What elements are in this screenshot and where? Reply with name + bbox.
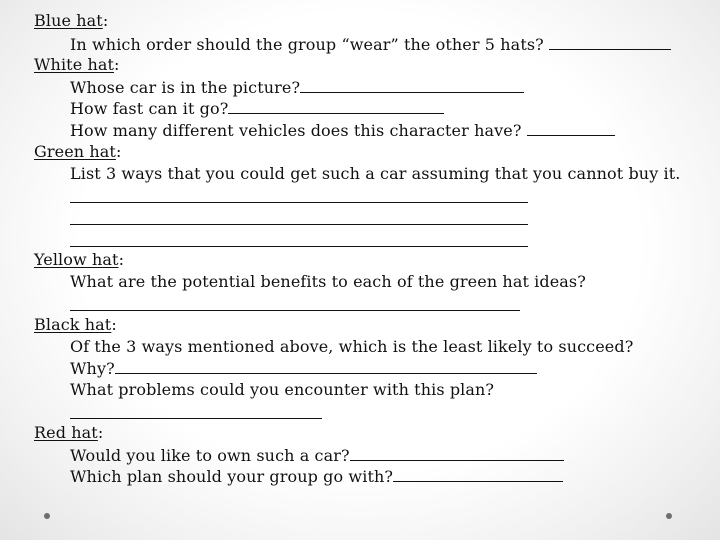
white-hat-answer-blank-2[interactable] (228, 98, 444, 114)
black-hat-heading (34, 315, 117, 335)
white-hat-question-2-text: How fast can it go? (70, 99, 229, 118)
red-hat-label: Red hat (34, 423, 98, 442)
white-hat-answer-blank-3[interactable] (527, 120, 615, 136)
white-hat-heading (34, 55, 120, 75)
black-hat-label: Black hat (34, 315, 112, 334)
black-hat-question-1-text: Of the 3 ways mentioned above, which is the least likely to succeed? (70, 337, 634, 356)
green-hat-question-1-text: List 3 ways that you could get such a car assuming that you cannot buy it. (70, 164, 681, 183)
green-hat-answer-line-3[interactable] (70, 246, 528, 247)
black-hat-colon: : (111, 315, 117, 334)
black-hat-answer-blank-1[interactable] (115, 358, 537, 374)
black-hat-question-2 (70, 358, 537, 379)
blue-hat-question-1-text: In which order should the group “wear” the other 5 hats? (70, 35, 544, 54)
decorative-dot-right (666, 513, 672, 519)
red-hat-heading (34, 423, 103, 443)
green-hat-answer-line-1[interactable] (70, 202, 528, 203)
black-hat-question-3-text: What problems could you encounter with this plan? (70, 380, 495, 399)
red-hat-answer-blank-1[interactable] (350, 445, 564, 461)
white-hat-question-3 (70, 120, 615, 141)
yellow-hat-colon: : (118, 250, 125, 269)
white-hat-question-1-text: Whose car is in the picture? (70, 78, 301, 97)
black-hat-question-1 (70, 337, 633, 357)
black-hat-question-2-text: Why? (70, 359, 115, 378)
blue-hat-question-1 (70, 34, 671, 55)
black-hat-answer-line-2[interactable] (70, 418, 322, 419)
yellow-hat-answer-line-1[interactable] (70, 310, 520, 311)
red-hat-question-1-text: Would you like to own such a car? (70, 446, 350, 465)
yellow-hat-heading (34, 250, 124, 270)
yellow-hat-label: Yellow hat (34, 250, 119, 269)
green-hat-heading (34, 142, 121, 162)
blue-hat-colon: : (102, 11, 109, 30)
white-hat-answer-blank-1[interactable] (300, 77, 524, 93)
red-hat-question-2 (70, 466, 563, 487)
red-hat-question-1 (70, 445, 564, 466)
green-hat-answer-line-2[interactable] (70, 224, 528, 225)
blue-hat-heading (34, 11, 108, 31)
white-hat-label: White hat (34, 55, 115, 74)
white-hat-question-3-text: How many different vehicles does this character have? (70, 121, 522, 140)
yellow-hat-question-1-text: What are the potential benefits to each of the green hat ideas? (70, 272, 586, 291)
white-hat-colon: : (114, 55, 120, 74)
blue-hat-label: Blue hat (34, 11, 103, 30)
black-hat-question-3 (70, 380, 494, 400)
green-hat-label: Green hat (34, 142, 116, 161)
white-hat-question-2 (70, 98, 444, 119)
yellow-hat-question-1 (70, 272, 586, 292)
white-hat-question-1 (70, 77, 524, 98)
green-hat-colon: : (115, 142, 122, 161)
red-hat-answer-blank-2[interactable] (393, 466, 563, 482)
red-hat-question-2-text: Which plan should your group go with? (70, 467, 394, 486)
blue-hat-answer-blank-1[interactable] (549, 34, 671, 50)
green-hat-question-1 (70, 164, 680, 184)
decorative-dot-left (44, 513, 50, 519)
red-hat-colon: : (97, 423, 104, 442)
